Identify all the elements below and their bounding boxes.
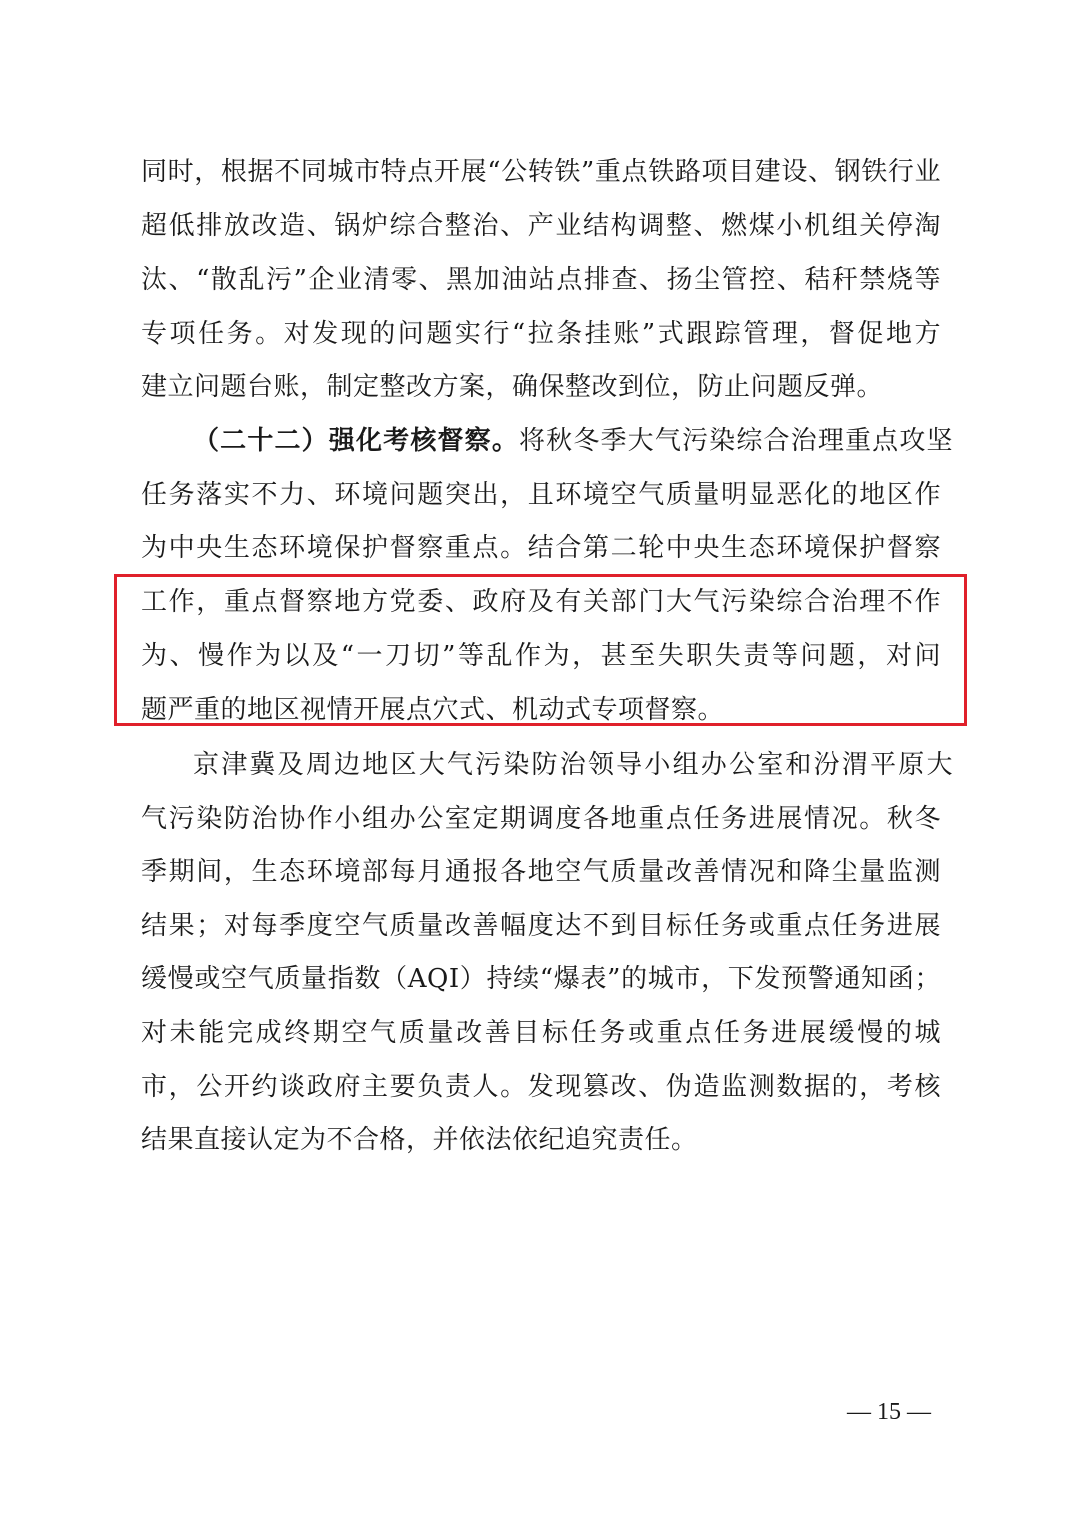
paragraph-2-line-1-text: 将秋冬季大气污染综合治理重点攻坚 xyxy=(519,426,953,456)
paragraph-1-line-5: 建立问题台账，制定整改方案，确保整改到位，防止问题反弹。 xyxy=(141,372,884,402)
paragraph-1-line-3: 汰、“散乱污”企业清零、黑加油站点排查、扬尘管控、秸秆禁烧等 xyxy=(141,265,941,295)
paragraph-3-line-1: 京津冀及周边地区大气污染防治领导小组办公室和汾渭平原大 xyxy=(193,750,953,780)
paragraph-1-line-1: 同时，根据不同城市特点开展“公转铁”重点铁路项目建设、钢铁行业 xyxy=(141,157,941,187)
paragraph-3-line-6: 对未能完成终期空气质量改善目标任务或重点任务进展缓慢的城 xyxy=(141,1018,941,1048)
paragraph-2-line-1 xyxy=(193,414,953,468)
paragraph-2-line-2: 任务落实不力、环境问题突出，且环境空气质量明显恶化的地区作 xyxy=(141,480,941,510)
paragraph-2-line-4: 工作，重点督察地方党委、政府及有关部门大气污染综合治理不作 xyxy=(141,587,941,617)
paragraph-3-line-3: 季期间，生态环境部每月通报各地空气质量改善情况和降尘量监测 xyxy=(141,857,941,887)
paragraph-3-line-7: 市，公开约谈政府主要负责人。发现篡改、伪造监测数据的，考核 xyxy=(141,1072,941,1102)
paragraph-1-line-4: 专项任务。对发现的问题实行“拉条挂账”式跟踪管理，督促地方 xyxy=(141,319,941,349)
paragraph-3-line-5: 缓慢或空气质量指数（AQI）持续“爆表”的城市，下发预警通知函； xyxy=(141,964,941,994)
page-number: — 15 — xyxy=(847,1399,931,1425)
highlight-box xyxy=(114,574,967,726)
paragraph-2-line-6: 题严重的地区视情开展点穴式、机动式专项督察。 xyxy=(141,695,725,725)
paragraph-3-line-2: 气污染防治协作小组办公室定期调度各地重点任务进展情况。秋冬 xyxy=(141,804,941,834)
paragraph-2-line-3: 为中央生态环境保护督察重点。结合第二轮中央生态环境保护督察 xyxy=(141,533,941,563)
section-heading: （二十二）强化考核督察。 xyxy=(193,426,519,456)
paragraph-2-line-5: 为、慢作为以及“一刀切”等乱作为，甚至失职失责等问题，对问 xyxy=(141,641,941,671)
paragraph-3-line-8: 结果直接认定为不合格，并依法依纪追究责任。 xyxy=(141,1125,698,1155)
paragraph-1-line-2: 超低排放改造、锅炉综合整治、产业结构调整、燃煤小机组关停淘 xyxy=(141,211,941,241)
paragraph-3-line-4: 结果；对每季度空气质量改善幅度达不到目标任务或重点任务进展 xyxy=(141,911,941,941)
